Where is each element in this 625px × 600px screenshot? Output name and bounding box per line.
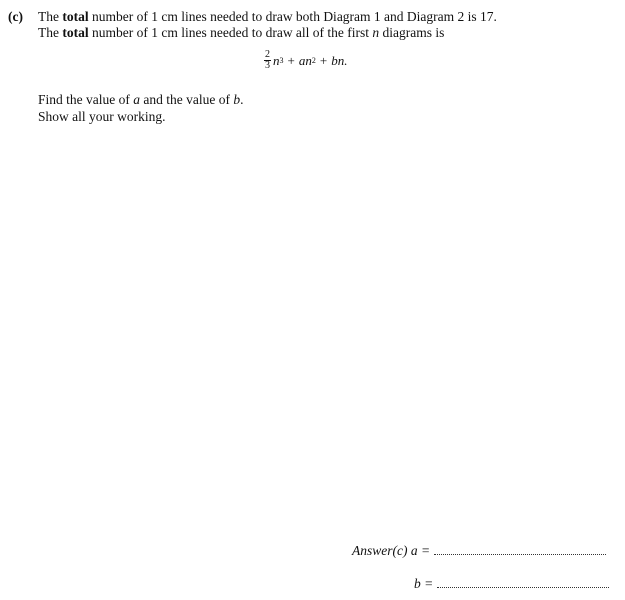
answer-b-field[interactable] [437,577,609,588]
line2-var-n: n [372,25,380,40]
part-label: (c) [8,9,23,24]
formula-fraction [264,50,271,71]
formula-term-3: bn. [331,53,348,68]
fraction-denominator: 3 [265,60,270,71]
answer-a-field[interactable] [434,544,606,555]
instruction1-mid: and the value of [139,92,234,107]
instruction-line-1 [38,91,243,108]
fraction-numerator: 2 [265,49,270,60]
line2-end: diagrams is [379,25,445,40]
line1-post: number of 1 cm lines needed to draw both Diagram 1 and Diagram 2 is 17. [88,9,497,24]
answer-a-label: Answer(c) a = [352,543,431,558]
formula-term-1: n [273,53,280,68]
formula: $\frac{2}{3}$ n 3 + an 2 + bn. [265,49,348,71]
answer-b-row [414,575,609,592]
formula-plus-2: + [319,53,328,68]
answer-b-label: b = [414,576,434,591]
line1-bold-total: total [62,9,89,24]
line2-pre: The [38,25,63,40]
instruction1-pre: Find the value of [38,92,134,107]
formula-plus-1: + [287,53,295,68]
answer-a-row [352,542,606,559]
instruction1-end: . [240,92,244,107]
line1-pre: The [38,9,63,24]
formula-term-2: an [298,53,312,68]
question-line-1 [38,8,497,25]
instruction-line-2: Show all your working. [38,109,166,124]
question-line-2 [38,24,444,41]
instruction1-var-b: b [233,92,241,107]
line2-bold-total: total [62,25,89,40]
line2-post: number of 1 cm lines needed to draw all of the first [88,25,373,40]
instruction1-var-a: a [133,92,140,107]
